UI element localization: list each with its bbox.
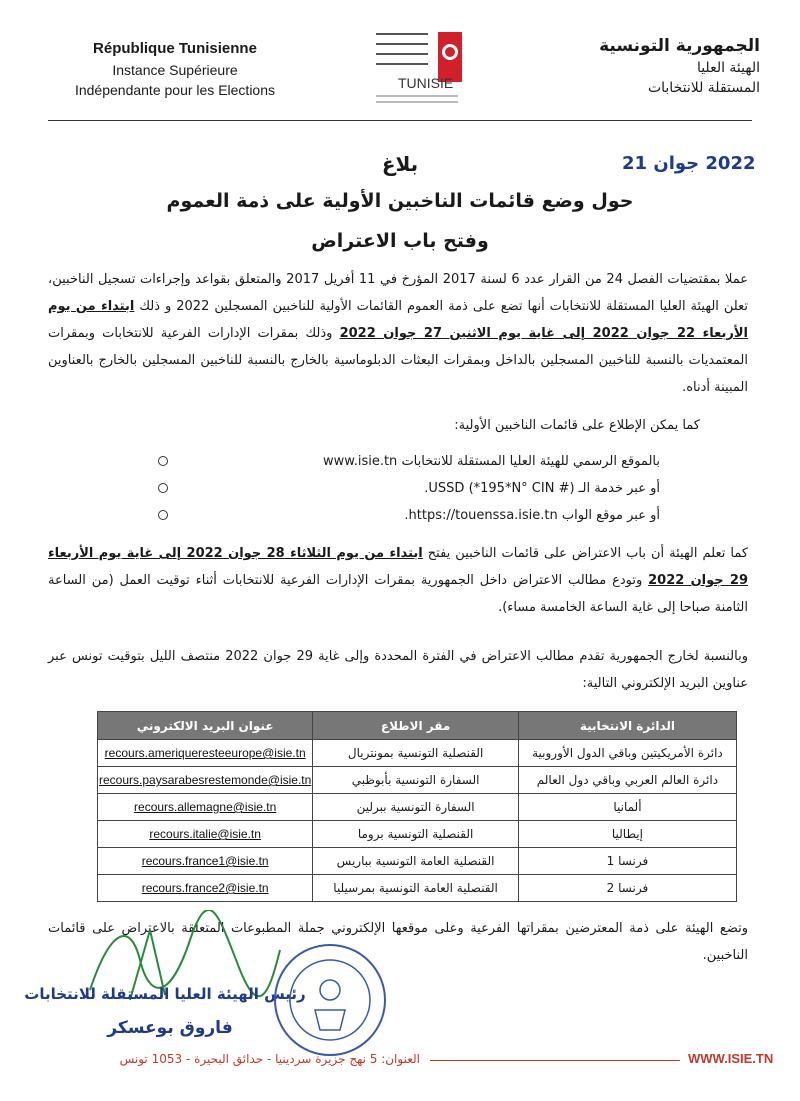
table-row: فرنسا 1 القنصلية العامة التونسية بباريس recours.france1@isie.tn [98,848,737,875]
consult-intro: كما يمكن الإطلاع على قائمات الناخبين الأولية: [454,418,700,433]
table-header: عنوان البريد الالكتروني [98,712,313,740]
paragraph-1-start: عملا بمقتضيات الفصل 24 من القرار عدد 6 لسنة 2017 المؤرخ في 11 أفريل 2017 والمتعلق بقواعد وإجراءات تسجيل الناخبين، تعلن الهيئة العليا المستقلة للانتخابات أنها تضع على ذمة العموم القائمات الأولية للناخبين المسجلين 2022 و ذلك [48,272,749,314]
paragraph-2-start: كما تعلم الهيئة أن باب الاعتراض على قائمات الناخبين يفتح [427,546,749,561]
header-fr-line2: Instance Supérieure [112,62,238,78]
signatory-title: رئيس الهيئة العليا المستقلة للانتخابات [24,985,306,1003]
bullet-circle-icon [158,456,168,466]
date-stamp: 2022 جوان 21 [622,153,756,174]
consult-options-list [160,448,660,529]
email-link[interactable]: recours.italie@isie.tn [98,821,313,848]
table-row: دائرة الأمريكيتين وباقي الدول الأوروبية القنصلية التونسية بمونتريال recours.ameriqueresteeurope@isie.tn [98,740,737,767]
email-link[interactable]: recours.ameriqueresteeurope@isie.tn [98,740,313,767]
doc-title: بلاغ [381,152,419,176]
doc-subtitle-1: حول وضع قائمات الناخبين الأولية على ذمة العموم [166,190,634,212]
footer-rule [430,1060,680,1061]
list-item: أو عبر خدمة الـ USSD (*195*N° CIN #). [160,475,660,502]
doc-subtitle-2: وفتح باب الاعتراض [311,230,489,252]
email-link[interactable]: recours.france2@isie.tn [98,875,313,902]
paragraph-1 [48,266,748,401]
list-item: أو عبر موقع الواب https://touenssa.isie.tn. [160,502,660,529]
table-row: ألمانيا السفارة التونسية ببرلين recours.allemagne@isie.tn [98,794,737,821]
table-header: مقر الاطلاع [313,712,519,740]
email-link[interactable]: recours.paysarabesrestemonde@isie.tn [98,767,313,794]
paragraph-2-end: وتودع مطالب الاعتراض داخل الجمهورية بمقرات الإدارات الفرعية للانتخابات أثناء توقيت العمل (من الساعة الثامنة صباحا إلى غاية الساعة الخامسة مساء). [48,573,748,615]
header-fr-title: République Tunisienne [93,40,257,57]
paragraph-1-dates: ابتداء من يوم الأربعاء 22 جوان 2022 إلى غاية يوم الاثنين 27 جوان 2022 [48,299,748,341]
paragraph-2-dates: ابتداء من يوم الثلاثاء 28 جوان 2022 إلى غاية يوم الأربعاء 29 جوان 2022 [48,546,748,588]
paragraph-4: وتضع الهيئة على ذمة المعترضين بمقراتها الفرعية وعلى موقعها الإلكتروني جملة المطبوعات المتعلقة بالاعتراض على قائمات الناخبين. [48,921,748,963]
table-row: فرنسا 2 القنصلية العامة التونسية بمرسيليا recours.france2@isie.tn [98,875,737,902]
email-link[interactable]: recours.france1@isie.tn [98,848,313,875]
bullet-circle-icon [158,510,168,520]
table-row: دائرة العالم العربي وباقي دول العالم السفارة التونسية بأبوظبي recours.paysarabesrestemonde@isie.tn [98,767,737,794]
header-rule [48,120,752,121]
isie-logo [368,22,468,112]
signatory-name: فاروق بوعسكر [107,1018,233,1038]
table-row: إيطاليا القنصلية التونسية بروما recours.italie@isie.tn [98,821,737,848]
footer-website[interactable]: WWW.ISIE.TN [688,1051,774,1066]
bullet-circle-icon [158,483,168,493]
objection-table [97,711,737,902]
footer-address: العنوان: 5 نهج جزيرة سردينيا - حدائق البحيرة - 1053 تونس [119,1052,420,1066]
paragraph-3: وبالنسبة لخارج الجمهورية تقدم مطالب الاعتراض في الفترة المحددة وإلى غاية 29 جوان 2022 منتصف الليل بتوقيت تونس عبر عناوين البريد الإلكتروني التالية: [48,649,749,691]
header-fr-line3: Indépendante pour les Elections [74,82,276,98]
paragraph-2 [48,540,748,621]
list-item: بالموقع الرسمي للهيئة العليا المستقلة للانتخابات www.isie.tn [160,448,660,475]
official-seal [270,940,390,1060]
logo-text: TUNISIE [398,75,454,91]
email-link[interactable]: recours.allemagne@isie.tn [98,794,313,821]
table-header: الدائرة الانتخابية [518,712,736,740]
header-ar-title: الجمهورية التونسية [599,36,760,56]
paragraph-1-end: وذلك بمقرات الإدارات الفرعية للانتخابات وبمقرات المعتمديات بالنسبة للناخبين المسجلين بالداخل وبمقرات البعثات الدبلوماسية بالخارج بالنسبة للناخبين المسجلين بالخارج بالعناوين المبينة أدناه. [48,326,748,395]
header-ar-line2: الهيئة العليا [696,60,760,76]
header-ar-line3: المستقلة للانتخابات [647,80,760,96]
